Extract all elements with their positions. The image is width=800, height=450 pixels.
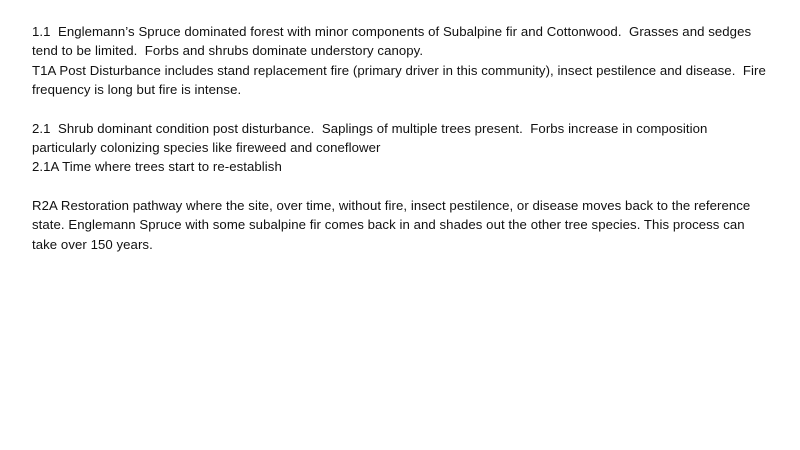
paragraph-state-2-1: 2.1 Shrub dominant condition post disturbance. Saplings of multiple trees present. Forbs increase in composition particularly colonizing species like fireweed and coneflower <box>32 120 712 156</box>
text-block-restoration-r2a <box>32 196 770 254</box>
text-block-state-1-1 <box>32 22 770 61</box>
text-block-state-2-1 <box>32 119 770 158</box>
spacer-2 <box>32 100 770 119</box>
paragraph-restoration-r2a: R2A Restoration pathway where the site, over time, without fire, insect pestilence, or disease moves back to the reference state. Englemann Spruce with some subalpine fir comes back in and shades out the other tree species. This process can take over 150 years. <box>32 197 755 252</box>
paragraph-transition-t1a: T1A Post Disturbance includes stand replacement fire (primary driver in this community), insect pestilence and disease. Fire frequency is long but fire is intense. <box>32 62 770 98</box>
paragraph-state-1-1: 1.1 Englemann’s Spruce dominated forest with minor components of Subalpine fir and Cottonwood. Grasses and sedges tend to be limited. Forbs and shrubs dominate understory canopy. <box>32 24 755 59</box>
spacer-4 <box>32 177 770 196</box>
text-block-transition-t1a <box>32 61 770 100</box>
paragraph-transition-2-1a: 2.1A Time where trees start to re-establish <box>32 159 282 175</box>
text-block-transition-2-1a <box>32 157 770 176</box>
